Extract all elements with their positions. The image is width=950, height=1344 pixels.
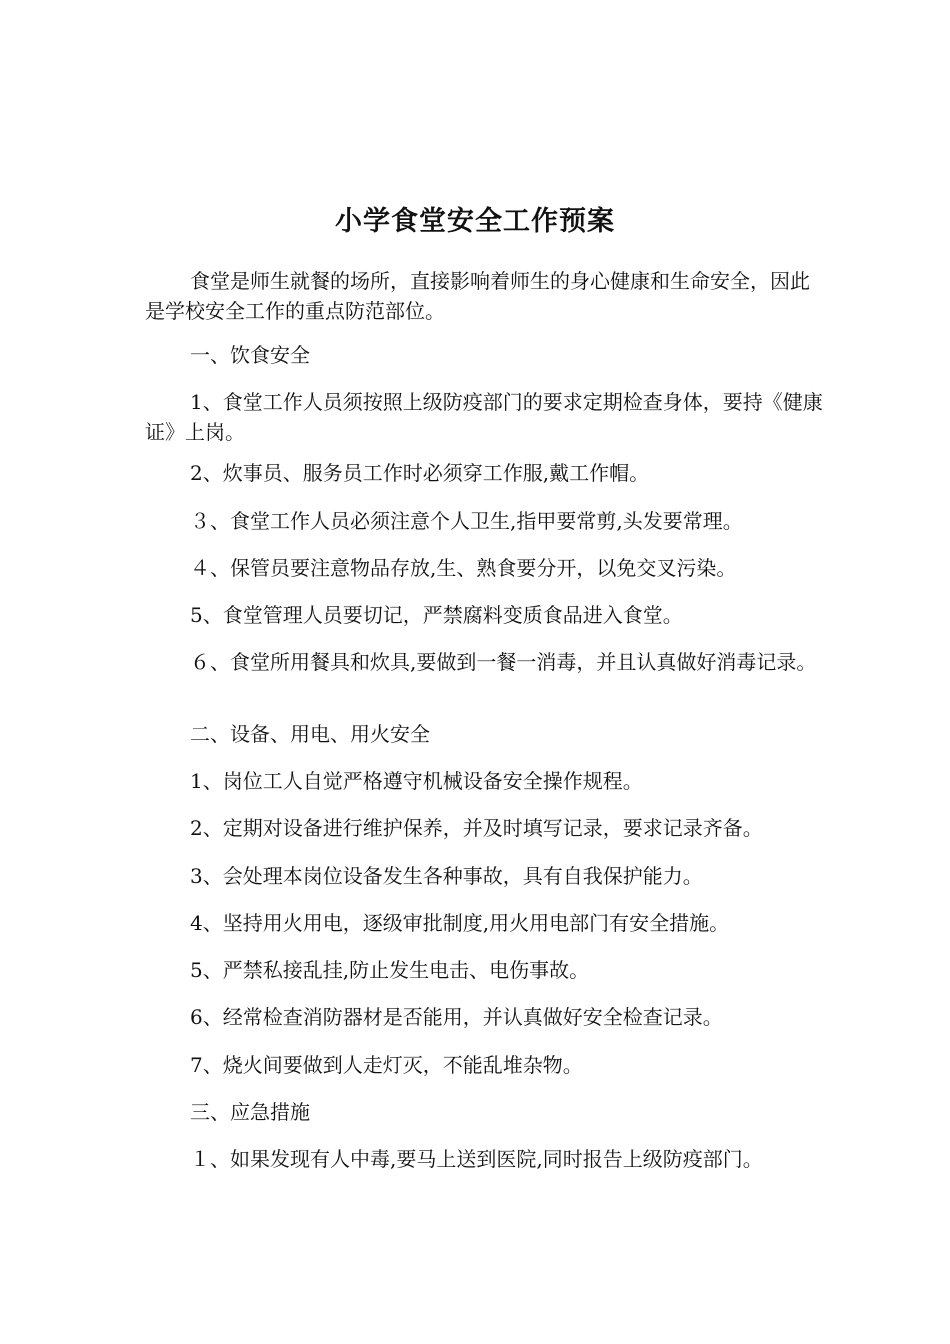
section-heading-equipment-safety: 二、设备、用电、用火安全 — [190, 722, 430, 746]
list-item: 1、食堂工作人员须按照上级防疫部门的要求定期检查身体，要持《健康证》上岗。 — [145, 390, 823, 444]
list-item: 1、岗位工人自觉严格遵守机械设备安全操作规程。 — [190, 769, 643, 793]
document-title: 小学食堂安全工作预案 — [335, 206, 615, 237]
list-item: 7、烧火间要做到人走灯灭，不能乱堆杂物。 — [190, 1053, 583, 1077]
list-item: 5、严禁私接乱挂,防止发生电击、电伤事故。 — [190, 958, 590, 982]
list-item: ６、食堂所用餐具和炊具,要做到一餐一消毒，并且认真做好消毒记录。 — [190, 650, 817, 674]
section-heading-emergency-measures: 三、应急措施 — [190, 1100, 310, 1124]
intro-paragraph: 食堂是师生就餐的场所，直接影响着师生的身心健康和生命安全，因此是学校安全工作的重点防范部位。 — [145, 269, 810, 323]
list-item: 5、食堂管理人员要切记，严禁腐料变质食品进入食堂。 — [190, 603, 683, 627]
list-item: ３、食堂工作人员必须注意个人卫生,指甲要常剪,头发要常理。 — [190, 509, 743, 533]
list-item: 4、坚持用火用电，逐级审批制度,用火用电部门有安全措施。 — [190, 911, 730, 935]
list-item: 2、炊事员、服务员工作时必须穿工作服,戴工作帽。 — [190, 461, 650, 485]
list-item: 2、定期对设备进行维护保养，并及时填写记录，要求记录齐备。 — [190, 816, 763, 840]
list-item: 6、经常检查消防器材是否能用，并认真做好安全检查记录。 — [190, 1005, 723, 1029]
section-heading-food-safety: 一、饮食安全 — [190, 343, 310, 367]
list-item: ４、保管员要注意物品存放,生、熟食要分开，以免交叉污染。 — [190, 556, 737, 580]
list-item: １、如果发现有人中毒,要马上送到医院,同时报告上级防疫部门。 — [190, 1147, 763, 1171]
list-item: 3、会处理本岗位设备发生各种事故，具有自我保护能力。 — [190, 864, 703, 888]
